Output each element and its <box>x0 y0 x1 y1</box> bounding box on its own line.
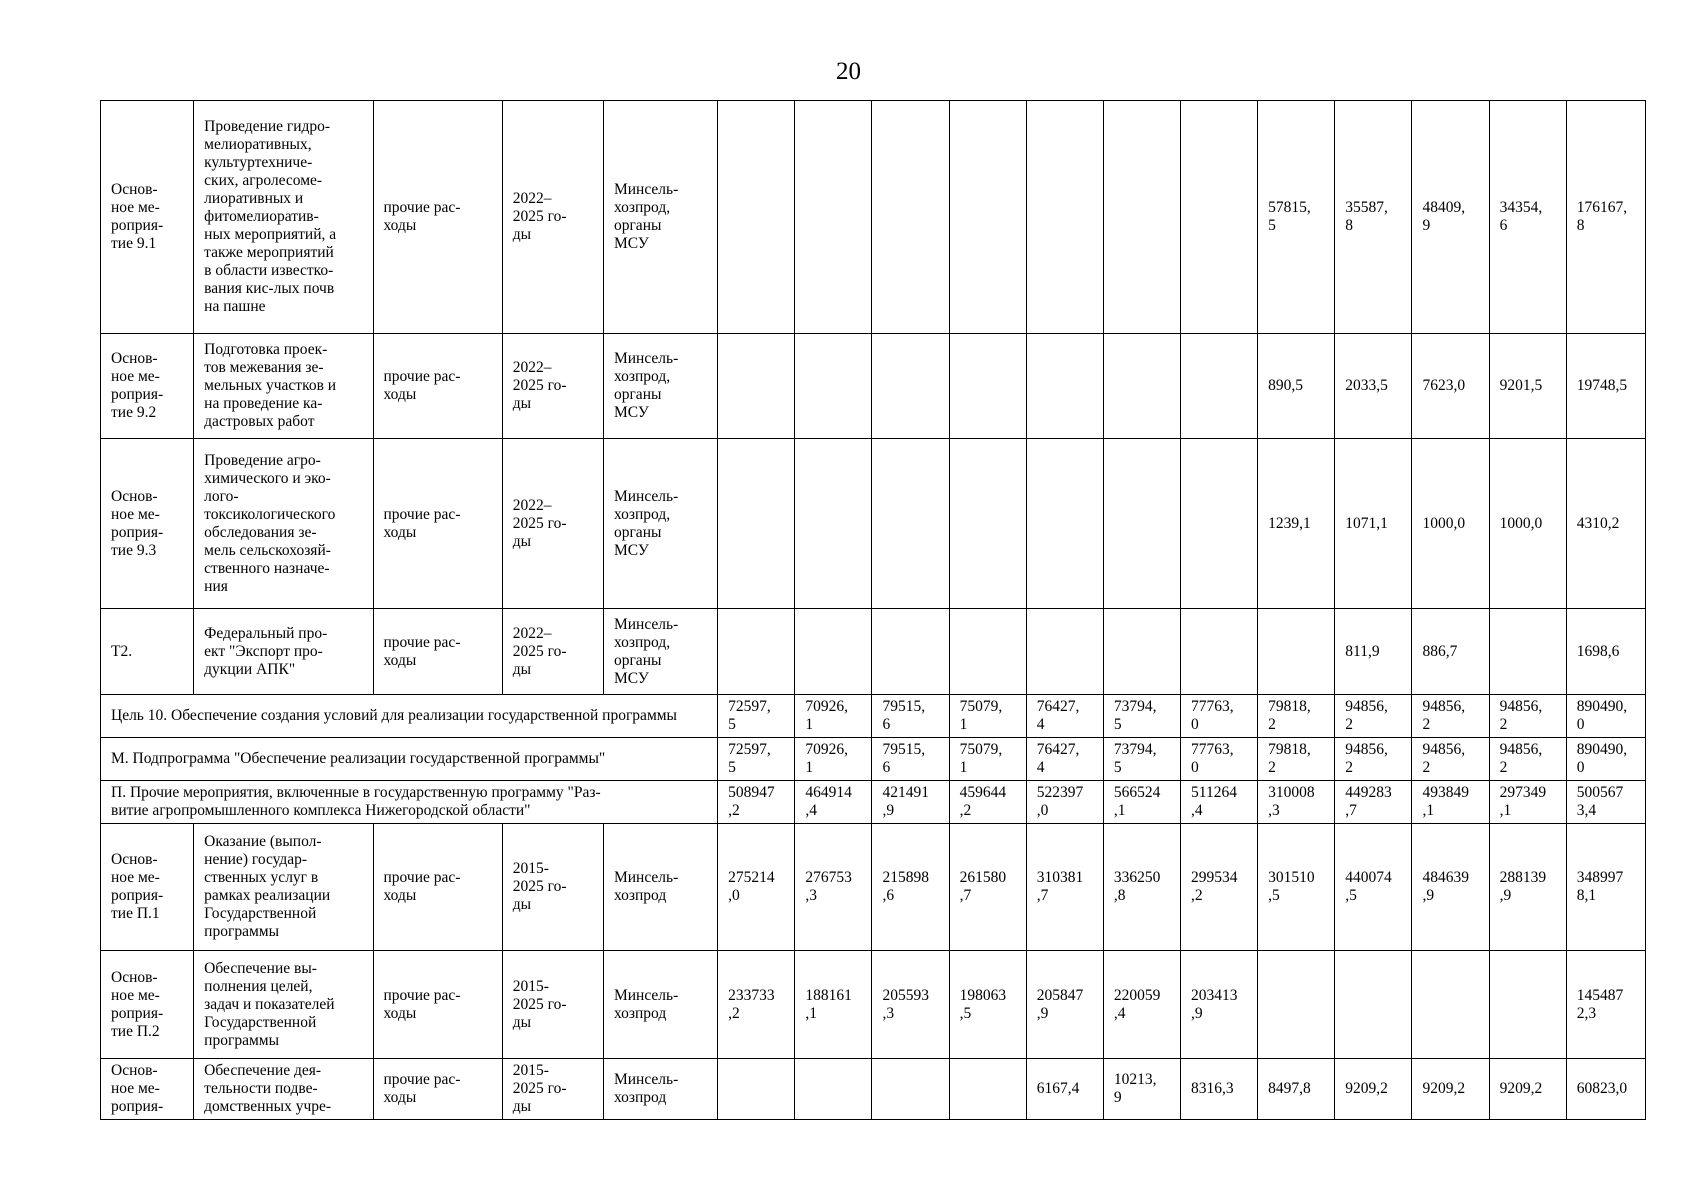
value-cell: 890490, 0 <box>1566 695 1645 738</box>
table-body <box>101 101 1646 1120</box>
row-name-cell: Обеспечение дея- тельности подве- домственных учре- <box>194 1059 373 1120</box>
value-cell: 421491 ,9 <box>872 781 949 824</box>
value-cell: 6167,4 <box>1026 1059 1103 1120</box>
row-name-cell: Оказание (выпол- нение) государ- ственных услуг в рамках реализации Государственной программы <box>194 824 373 951</box>
row-code-cell: Т2. <box>101 609 194 695</box>
value-cell: 48409, 9 <box>1412 101 1489 334</box>
value-cell: 73794, 5 <box>1103 695 1180 738</box>
value-cell: 275214 ,0 <box>718 824 795 951</box>
value-cell <box>1181 609 1258 695</box>
value-cell <box>949 439 1026 609</box>
value-cell: 276753 ,3 <box>795 824 872 951</box>
table-row <box>101 334 1646 439</box>
row-name-cell: Подготовка проек- тов межевания зе- мельных участков и на проведение ка- дастровых работ <box>194 334 373 439</box>
value-cell: 176167, 8 <box>1566 101 1645 334</box>
value-cell: 145487 2,3 <box>1566 951 1645 1059</box>
value-cell: 1239,1 <box>1258 439 1335 609</box>
row-name-cell: Проведение гидро- мелиоративных, культуртехниче- ских, агролесоме- лиоративных и фитомелиоратив- ных мероприятий, а также мероприятий в области известко- вания кис-лых почв на пашне <box>194 101 373 334</box>
value-cell: 890490, 0 <box>1566 738 1645 781</box>
value-cell: 94856, 2 <box>1412 738 1489 781</box>
period-cell: 2022– 2025 го- ды <box>502 101 603 334</box>
budget-table <box>100 100 1646 1120</box>
value-cell: 336250 ,8 <box>1103 824 1180 951</box>
funding-source-cell: прочие рас- ходы <box>373 951 502 1059</box>
value-cell <box>1258 609 1335 695</box>
value-cell: 511264 ,4 <box>1181 781 1258 824</box>
value-cell: 1000,0 <box>1489 439 1566 609</box>
value-cell: 10213, 9 <box>1103 1059 1180 1120</box>
value-cell: 79818, 2 <box>1258 695 1335 738</box>
value-cell: 77763, 0 <box>1181 695 1258 738</box>
value-cell: 886,7 <box>1412 609 1489 695</box>
value-cell <box>718 1059 795 1120</box>
value-cell: 203413 ,9 <box>1181 951 1258 1059</box>
value-cell <box>872 334 949 439</box>
value-cell <box>795 609 872 695</box>
value-cell <box>1335 951 1412 1059</box>
value-cell: 449283 ,7 <box>1335 781 1412 824</box>
value-cell: 72597, 5 <box>718 695 795 738</box>
value-cell: 75079, 1 <box>949 695 1026 738</box>
table-row <box>101 439 1646 609</box>
value-cell: 94856, 2 <box>1335 738 1412 781</box>
value-cell: 198063 ,5 <box>949 951 1026 1059</box>
value-cell: 4310,2 <box>1566 439 1645 609</box>
value-cell: 508947 ,2 <box>718 781 795 824</box>
funding-source-cell: прочие рас- ходы <box>373 609 502 695</box>
executor-cell: Минсель- хозпрод, органы МСУ <box>603 101 717 334</box>
value-cell <box>1412 951 1489 1059</box>
value-cell: 34354, 6 <box>1489 101 1566 334</box>
value-cell <box>949 609 1026 695</box>
executor-cell: Минсель- хозпрод <box>603 951 717 1059</box>
value-cell <box>718 609 795 695</box>
value-cell: 297349 ,1 <box>1489 781 1566 824</box>
row-code-cell: Основ- ное ме- роприя- тие П.2 <box>101 951 194 1059</box>
value-cell <box>1181 334 1258 439</box>
funding-source-cell: прочие рас- ходы <box>373 824 502 951</box>
value-cell: 9201,5 <box>1489 334 1566 439</box>
executor-cell: Минсель- хозпрод <box>603 1059 717 1120</box>
row-code-cell: Основ- ное ме- роприя- тие 9.1 <box>101 101 194 334</box>
value-cell <box>795 101 872 334</box>
value-cell <box>795 1059 872 1120</box>
value-cell: 440074 ,5 <box>1335 824 1412 951</box>
value-cell: 94856, 2 <box>1489 695 1566 738</box>
executor-cell: Минсель- хозпрод, органы МСУ <box>603 439 717 609</box>
table-row <box>101 951 1646 1059</box>
value-cell <box>1258 951 1335 1059</box>
funding-source-cell: прочие рас- ходы <box>373 334 502 439</box>
value-cell: 70926, 1 <box>795 695 872 738</box>
row-code-cell: Основ- ное ме- роприя- тие 9.3 <box>101 439 194 609</box>
page-number: 20 <box>836 58 861 85</box>
value-cell <box>949 101 1026 334</box>
value-cell <box>795 439 872 609</box>
value-cell <box>1489 951 1566 1059</box>
value-cell: 1071,1 <box>1335 439 1412 609</box>
funding-source-cell: прочие рас- ходы <box>373 1059 502 1120</box>
value-cell: 522397 ,0 <box>1026 781 1103 824</box>
period-cell: 2022– 2025 го- ды <box>502 609 603 695</box>
value-cell: 75079, 1 <box>949 738 1026 781</box>
value-cell: 35587, 8 <box>1335 101 1412 334</box>
table-row <box>101 609 1646 695</box>
value-cell: 459644 ,2 <box>949 781 1026 824</box>
row-code-cell: Основ- ное ме- роприя- тие 9.2 <box>101 334 194 439</box>
row-title-cell: Цель 10. Обеспечение создания условий для реализации государственной программы <box>101 695 718 738</box>
value-cell: 890,5 <box>1258 334 1335 439</box>
value-cell: 76427, 4 <box>1026 738 1103 781</box>
table-summary-row <box>101 695 1646 738</box>
value-cell: 310008 ,3 <box>1258 781 1335 824</box>
period-cell: 2015- 2025 го- ды <box>502 951 603 1059</box>
value-cell: 79515, 6 <box>872 738 949 781</box>
value-cell: 1000,0 <box>1412 439 1489 609</box>
value-cell: 60823,0 <box>1566 1059 1645 1120</box>
value-cell <box>872 609 949 695</box>
value-cell <box>718 101 795 334</box>
value-cell <box>872 101 949 334</box>
value-cell: 9209,2 <box>1335 1059 1412 1120</box>
row-title-cell: М. Подпрограмма "Обеспечение реализации государственной программы" <box>101 738 718 781</box>
value-cell: 301510 ,5 <box>1258 824 1335 951</box>
row-title-cell: П. Прочие мероприятия, включенные в государственную программу "Раз- витие агропромышленного комплекса Нижегородской области" <box>101 781 718 824</box>
value-cell: 205847 ,9 <box>1026 951 1103 1059</box>
value-cell: 72597, 5 <box>718 738 795 781</box>
value-cell: 288139 ,9 <box>1489 824 1566 951</box>
value-cell <box>718 439 795 609</box>
value-cell: 94856, 2 <box>1412 695 1489 738</box>
value-cell: 233733 ,2 <box>718 951 795 1059</box>
value-cell: 8497,8 <box>1258 1059 1335 1120</box>
value-cell: 79515, 6 <box>872 695 949 738</box>
value-cell <box>872 439 949 609</box>
value-cell: 9209,2 <box>1412 1059 1489 1120</box>
value-cell: 77763, 0 <box>1181 738 1258 781</box>
executor-cell: Минсель- хозпрод <box>603 824 717 951</box>
row-name-cell: Проведение агро- химического и эко- лого- токсикологического обследования зе- мель сельскохозяй- ственного назначе- ния <box>194 439 373 609</box>
value-cell: 57815, 5 <box>1258 101 1335 334</box>
row-code-cell: Основ- ное ме- роприя- <box>101 1059 194 1120</box>
funding-source-cell: прочие рас- ходы <box>373 101 502 334</box>
value-cell: 94856, 2 <box>1489 738 1566 781</box>
value-cell <box>1103 609 1180 695</box>
value-cell: 94856, 2 <box>1335 695 1412 738</box>
period-cell: 2015- 2025 го- ды <box>502 1059 603 1120</box>
table-row <box>101 824 1646 951</box>
value-cell: 348997 8,1 <box>1566 824 1645 951</box>
period-cell: 2022– 2025 го- ды <box>502 439 603 609</box>
value-cell: 8316,3 <box>1181 1059 1258 1120</box>
value-cell <box>1026 439 1103 609</box>
value-cell <box>1026 334 1103 439</box>
table-summary-row <box>101 738 1646 781</box>
value-cell: 464914 ,4 <box>795 781 872 824</box>
table-summary-row <box>101 781 1646 824</box>
row-code-cell: Основ- ное ме- роприя- тие П.1 <box>101 824 194 951</box>
value-cell: 19748,5 <box>1566 334 1645 439</box>
value-cell: 310381 ,7 <box>1026 824 1103 951</box>
period-cell: 2015- 2025 го- ды <box>502 824 603 951</box>
period-cell: 2022– 2025 го- ды <box>502 334 603 439</box>
value-cell <box>795 334 872 439</box>
value-cell: 76427, 4 <box>1026 695 1103 738</box>
value-cell: 2033,5 <box>1335 334 1412 439</box>
value-cell <box>1181 101 1258 334</box>
value-cell: 1698,6 <box>1566 609 1645 695</box>
value-cell: 7623,0 <box>1412 334 1489 439</box>
value-cell <box>872 1059 949 1120</box>
value-cell: 70926, 1 <box>795 738 872 781</box>
value-cell <box>1026 609 1103 695</box>
value-cell: 484639 ,9 <box>1412 824 1489 951</box>
value-cell: 188161 ,1 <box>795 951 872 1059</box>
value-cell: 73794, 5 <box>1103 738 1180 781</box>
row-name-cell: Обеспечение вы- полнения целей, задач и показателей Государственной программы <box>194 951 373 1059</box>
value-cell <box>1103 101 1180 334</box>
value-cell <box>949 1059 1026 1120</box>
value-cell <box>1489 609 1566 695</box>
value-cell: 566524 ,1 <box>1103 781 1180 824</box>
value-cell <box>1103 334 1180 439</box>
value-cell: 9209,2 <box>1489 1059 1566 1120</box>
value-cell: 205593 ,3 <box>872 951 949 1059</box>
value-cell <box>1026 101 1103 334</box>
value-cell: 500567 3,4 <box>1566 781 1645 824</box>
funding-source-cell: прочие рас- ходы <box>373 439 502 609</box>
value-cell <box>1103 439 1180 609</box>
value-cell: 811,9 <box>1335 609 1412 695</box>
value-cell <box>1181 439 1258 609</box>
table-row <box>101 101 1646 334</box>
value-cell <box>718 334 795 439</box>
value-cell: 493849 ,1 <box>1412 781 1489 824</box>
value-cell: 215898 ,6 <box>872 824 949 951</box>
value-cell <box>949 334 1026 439</box>
value-cell: 220059 ,4 <box>1103 951 1180 1059</box>
row-name-cell: Федеральный про- ект "Экспорт про- дукции АПК" <box>194 609 373 695</box>
value-cell: 299534 ,2 <box>1181 824 1258 951</box>
table-row <box>101 1059 1646 1120</box>
value-cell: 261580 ,7 <box>949 824 1026 951</box>
executor-cell: Минсель- хозпрод, органы МСУ <box>603 334 717 439</box>
value-cell: 79818, 2 <box>1258 738 1335 781</box>
executor-cell: Минсель- хозпрод, органы МСУ <box>603 609 717 695</box>
